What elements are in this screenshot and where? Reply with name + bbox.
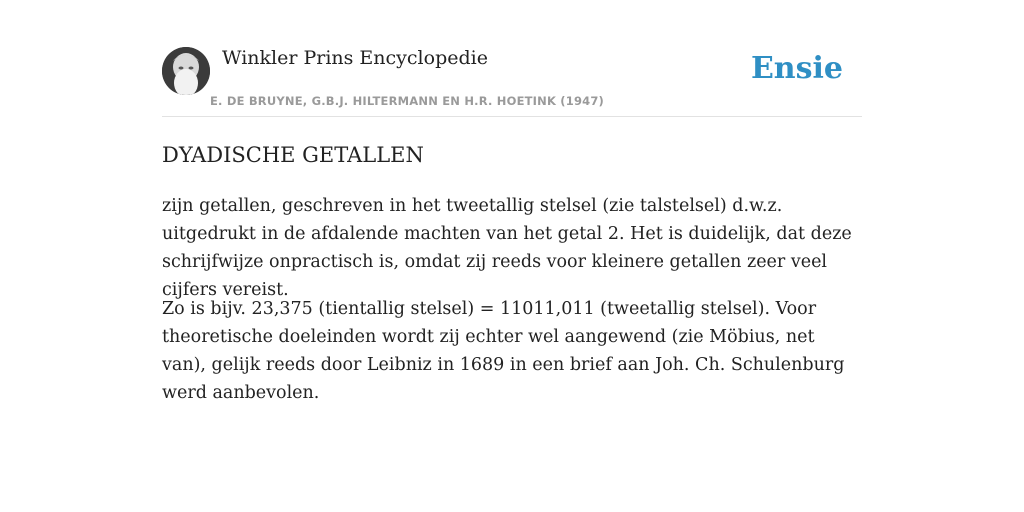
header [162, 0, 862, 117]
entry-paragraph-1: zijn getallen, geschreven in het tweetallig stelsel (zie talstelsel) d.w.z. uitgedrukt in de afdalende machten van het getal 2. Het is duidelijk, dat deze schrijfwijze onpractisch is, omdat zij reeds voor kleinere getallen zeer veel cijfers vereist. [162, 196, 852, 300]
site-title[interactable]: Winkler Prins Encyclopedie [222, 47, 488, 69]
brand-logo[interactable]: Ensie [750, 51, 843, 86]
entry-paragraph-2: Zo is bijv. 23,375 (tientallig stelsel) = 11011,011 (tweetallig stelsel). Voor theoretische doeleinden wordt zij echter wel aangewend (zie Möbius, net van), gelijk reeds door Leibniz in 1689 in een brief aan Joh. Ch. Schulenburg werd aanbevolen. [162, 299, 845, 403]
authors-line: E. DE BRUYNE, G.B.J. HILTERMANN EN H.R. HOETINK (1947) [210, 94, 605, 108]
avatar [162, 47, 210, 95]
entry-title: DYADISCHE GETALLEN [162, 143, 424, 167]
portrait-image [162, 47, 210, 95]
